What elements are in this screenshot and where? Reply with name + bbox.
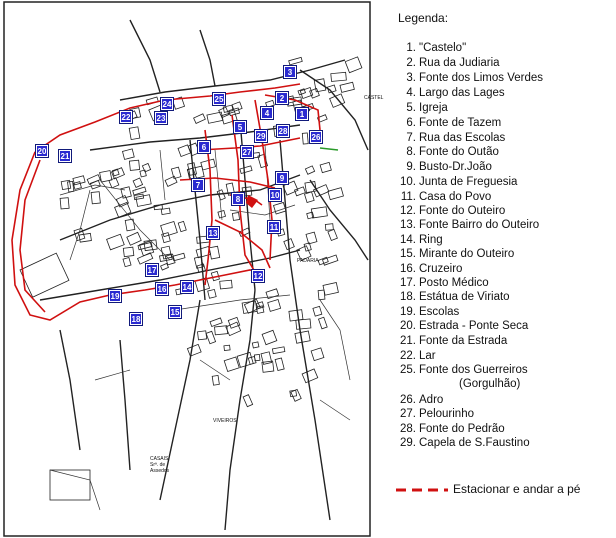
legend-item-number: 3.: [406, 72, 416, 84]
marker-16[interactable]: 16: [157, 285, 167, 294]
legend-item-number: 26.: [400, 394, 416, 406]
building-block: [207, 112, 223, 123]
building-block: [123, 247, 134, 257]
marker-21[interactable]: 21: [60, 152, 70, 161]
building-block: [133, 178, 142, 187]
legend-item-label: Igreja: [419, 102, 448, 114]
legend-item-label: Busto-Dr.João: [419, 161, 492, 173]
building-block: [60, 198, 69, 209]
marker-4[interactable]: 4: [261, 107, 273, 119]
legend-item: [386, 349, 436, 363]
marker-27[interactable]: 27: [242, 148, 252, 157]
building-block: [323, 283, 338, 296]
legend-item: [386, 422, 505, 436]
legend-item-number: 14.: [400, 234, 416, 246]
building-block: [268, 300, 281, 312]
building-block: [123, 149, 135, 160]
legend-item: [386, 319, 528, 333]
legend-item-number: 27.: [400, 408, 416, 420]
building-block: [305, 192, 315, 203]
marker-14[interactable]: 14: [182, 283, 192, 292]
building-block: [298, 89, 305, 95]
legend-item: [386, 436, 530, 450]
building-block: [73, 182, 81, 190]
legend-item-label: Estrada - Ponte Seca: [419, 320, 529, 332]
marker-8[interactable]: 8: [232, 193, 244, 205]
building-block: [79, 233, 91, 242]
marker-18[interactable]: 18: [131, 315, 141, 324]
building-block: [129, 160, 139, 170]
legend-item-label: Capela de S.Faustino: [419, 437, 530, 449]
legend-title: Legenda:: [398, 11, 449, 25]
building-block: [302, 369, 318, 383]
legend-item-number: 18.: [400, 291, 416, 303]
building-block: [340, 82, 354, 92]
legend-item-label: Fonte da Estrada: [419, 335, 508, 347]
legend-item-label: Largo das Lages: [419, 87, 505, 99]
label-casais-sub: Srª. de: [150, 462, 166, 468]
legend-item-label: Fonte do Outão: [419, 146, 499, 158]
building-block: [61, 180, 71, 189]
building-block: [20, 253, 69, 297]
marker-2[interactable]: 2: [276, 92, 288, 104]
legend-item-number: 19.: [400, 306, 416, 318]
marker-28[interactable]: 28: [278, 127, 288, 136]
legend-item: [386, 145, 499, 159]
marker-1[interactable]: 1: [296, 108, 308, 120]
building-block: [138, 253, 153, 264]
building-block: [272, 347, 284, 354]
building-block: [220, 280, 233, 289]
legend-item: [386, 276, 489, 290]
green-arrow: [320, 148, 338, 150]
marker-24[interactable]: 24: [162, 100, 172, 109]
building-block: [243, 395, 253, 407]
legend-item: [386, 218, 539, 232]
building-block: [242, 301, 257, 313]
building-block: [262, 361, 274, 372]
label-casais: CASAIS: [150, 456, 169, 462]
marker-3[interactable]: 3: [284, 66, 296, 78]
legend-item: [386, 190, 491, 204]
marker-10[interactable]: 10: [270, 191, 280, 200]
legend-item-label: Ring: [419, 234, 443, 246]
label-casais-sub2: Assedos: [150, 468, 170, 474]
legend-item: [386, 101, 448, 115]
legend-item-number: 6.: [406, 117, 416, 129]
marker-6[interactable]: 6: [198, 141, 210, 153]
building-block: [107, 234, 125, 250]
map-legend: [386, 0, 606, 538]
building-block: [262, 330, 277, 344]
legend-item-number: 4.: [406, 87, 416, 99]
building-block: [140, 170, 146, 177]
legend-item-label: Fonte do Pedrão: [419, 423, 505, 435]
building-blocks: [20, 57, 362, 500]
building-block: [331, 72, 347, 81]
legend-item: [386, 204, 505, 218]
building-block: [311, 348, 324, 361]
legend-item-number: 20.: [400, 320, 416, 332]
marker-12[interactable]: 12: [253, 272, 263, 281]
legend-item-label: Fonte Bairro do Outeiro: [419, 219, 540, 231]
building-block: [228, 317, 239, 328]
legend-item: [386, 262, 462, 276]
legend-item-label: Fonte dos Limos Verdes: [419, 72, 544, 84]
building-block: [289, 57, 303, 65]
legend-item: [386, 41, 466, 55]
building-block: [232, 102, 242, 111]
building-block: [217, 190, 225, 200]
legend-item-number: 17.: [400, 277, 416, 289]
building-block: [345, 57, 362, 73]
building-block: [123, 257, 131, 266]
marker-20[interactable]: 20: [37, 147, 47, 156]
legend-item-label: Escolas: [419, 306, 460, 318]
legend-item-label: Estátua de Viriato: [419, 291, 510, 303]
building-block: [254, 354, 260, 360]
building-block: [87, 175, 100, 185]
building-block: [289, 310, 303, 321]
building-block: [121, 187, 132, 198]
building-block: [224, 357, 239, 372]
legend-item: [386, 131, 505, 145]
legend-item-label: Fonte dos Guerreiros: [419, 364, 528, 376]
marker-15[interactable]: 15: [170, 308, 180, 317]
legend-item-label: Fonte do Outeiro: [419, 205, 506, 217]
building-block: [232, 212, 239, 220]
building-block: [320, 162, 331, 172]
building-block: [323, 255, 338, 265]
building-block: [206, 331, 215, 343]
building-block: [127, 232, 141, 245]
legend-item-number: 10.: [400, 176, 416, 188]
legend-item-number: 2.: [406, 57, 416, 69]
building-block: [302, 133, 308, 144]
building-block: [274, 202, 286, 214]
legend-item: [386, 116, 501, 130]
legend-item-number: 11.: [400, 191, 416, 203]
building-block: [240, 166, 252, 174]
legend-item-label: Casa do Povo: [419, 191, 492, 203]
legend-item-number: 5.: [406, 102, 416, 114]
building-block: [305, 166, 314, 174]
building-block: [325, 224, 333, 231]
marker-17[interactable]: 17: [147, 266, 157, 275]
marker-5[interactable]: 5: [234, 121, 246, 133]
legend-item-label: Pelourinho: [419, 408, 474, 420]
building-block: [208, 289, 216, 298]
legend-item: [386, 233, 443, 247]
legend-item-number: 16.: [400, 263, 416, 275]
legend-item-number: 7.: [406, 132, 416, 144]
legend-item: [386, 393, 443, 407]
building-block: [161, 221, 178, 236]
legend-item: [386, 56, 500, 70]
legend-item-label: Adro: [419, 394, 444, 406]
marker-7[interactable]: 7: [192, 179, 204, 191]
building-block: [165, 176, 177, 186]
marker-23[interactable]: 23: [156, 114, 166, 123]
marker-22[interactable]: 22: [121, 113, 131, 122]
label-padaria: PADARIA: [297, 258, 319, 264]
building-block: [252, 342, 259, 348]
legend-item: [386, 407, 474, 421]
marker-19[interactable]: 19: [110, 292, 120, 301]
minor-streets: [50, 145, 350, 510]
legend-item-label: Posto Médico: [419, 277, 489, 289]
dashed-route-icon: [396, 486, 448, 494]
label-castel: CASTEL: [364, 95, 384, 101]
legend-item-number: 29.: [400, 437, 416, 449]
marker-11[interactable]: 11: [269, 223, 279, 232]
legend-item-label: Mirante do Outeiro: [419, 248, 515, 260]
legend-item-number: 15.: [400, 248, 416, 260]
legend-item: [426, 377, 520, 391]
building-block: [224, 345, 230, 350]
legend-item-number: 21.: [400, 335, 416, 347]
building-block: [91, 192, 100, 204]
building-block: [328, 188, 344, 200]
building-block: [73, 176, 85, 185]
marker-13[interactable]: 13: [208, 229, 218, 238]
legend-item-number: 22.: [400, 350, 416, 362]
legend-item-number: 9.: [406, 161, 416, 173]
legend-item: [386, 86, 505, 100]
legend-item-label: Rua das Escolas: [419, 132, 506, 144]
marker-25[interactable]: 25: [214, 95, 224, 104]
building-block: [198, 331, 207, 340]
route-label: Estacionar e andar a pé: [453, 482, 581, 496]
building-block: [178, 221, 186, 231]
building-block: [212, 375, 219, 385]
legend-item-label: Lar: [419, 350, 436, 362]
legend-item: [386, 290, 510, 304]
legend-item-number: 8.: [406, 146, 416, 158]
building-block: [306, 232, 317, 244]
legend-item-number: 13.: [400, 219, 416, 231]
legend-item: [386, 175, 517, 189]
legend-item-label: (Gorgulhão): [459, 378, 521, 390]
building-block: [133, 187, 146, 195]
label-viveiros: VIVEIROS: [213, 418, 237, 424]
legend-item-label: Rua da Judiaria: [419, 57, 500, 69]
legend-item: [386, 160, 492, 174]
building-block: [275, 358, 284, 371]
building-block: [307, 212, 314, 219]
legend-item-label: Junta de Freguesia: [419, 176, 518, 188]
legend-item: [386, 363, 528, 377]
building-block: [194, 114, 206, 124]
building-block: [313, 306, 322, 316]
marker-29[interactable]: 29: [256, 132, 266, 141]
building-block: [318, 290, 325, 300]
building-block: [129, 127, 140, 140]
building-block: [187, 344, 201, 356]
legend-item-label: "Castelo": [419, 42, 467, 54]
legend-item: [386, 334, 507, 348]
building-block: [319, 317, 328, 329]
building-block: [304, 243, 311, 251]
legend-item: [386, 71, 543, 85]
legend-item-number: 25.: [400, 364, 416, 376]
building-block: [209, 246, 219, 259]
legend-item-number: 1.: [406, 42, 416, 54]
building-block: [100, 171, 112, 182]
marker-26[interactable]: 26: [311, 133, 321, 142]
building-block: [109, 178, 119, 188]
legend-item: [386, 247, 514, 261]
building-block: [210, 318, 222, 327]
legend-item-number: 28.: [400, 423, 416, 435]
building-block: [328, 229, 338, 240]
legend-item-label: Cruzeiro: [419, 263, 463, 275]
legend-item-label: Fonte de Tazem: [419, 117, 502, 129]
building-block: [125, 219, 135, 231]
building-block: [50, 470, 90, 500]
building-block: [223, 105, 233, 112]
legend-route-entry: [396, 482, 616, 498]
marker-9[interactable]: 9: [276, 172, 288, 184]
legend-item: [386, 305, 459, 319]
legend-item-number: 12.: [400, 205, 416, 217]
